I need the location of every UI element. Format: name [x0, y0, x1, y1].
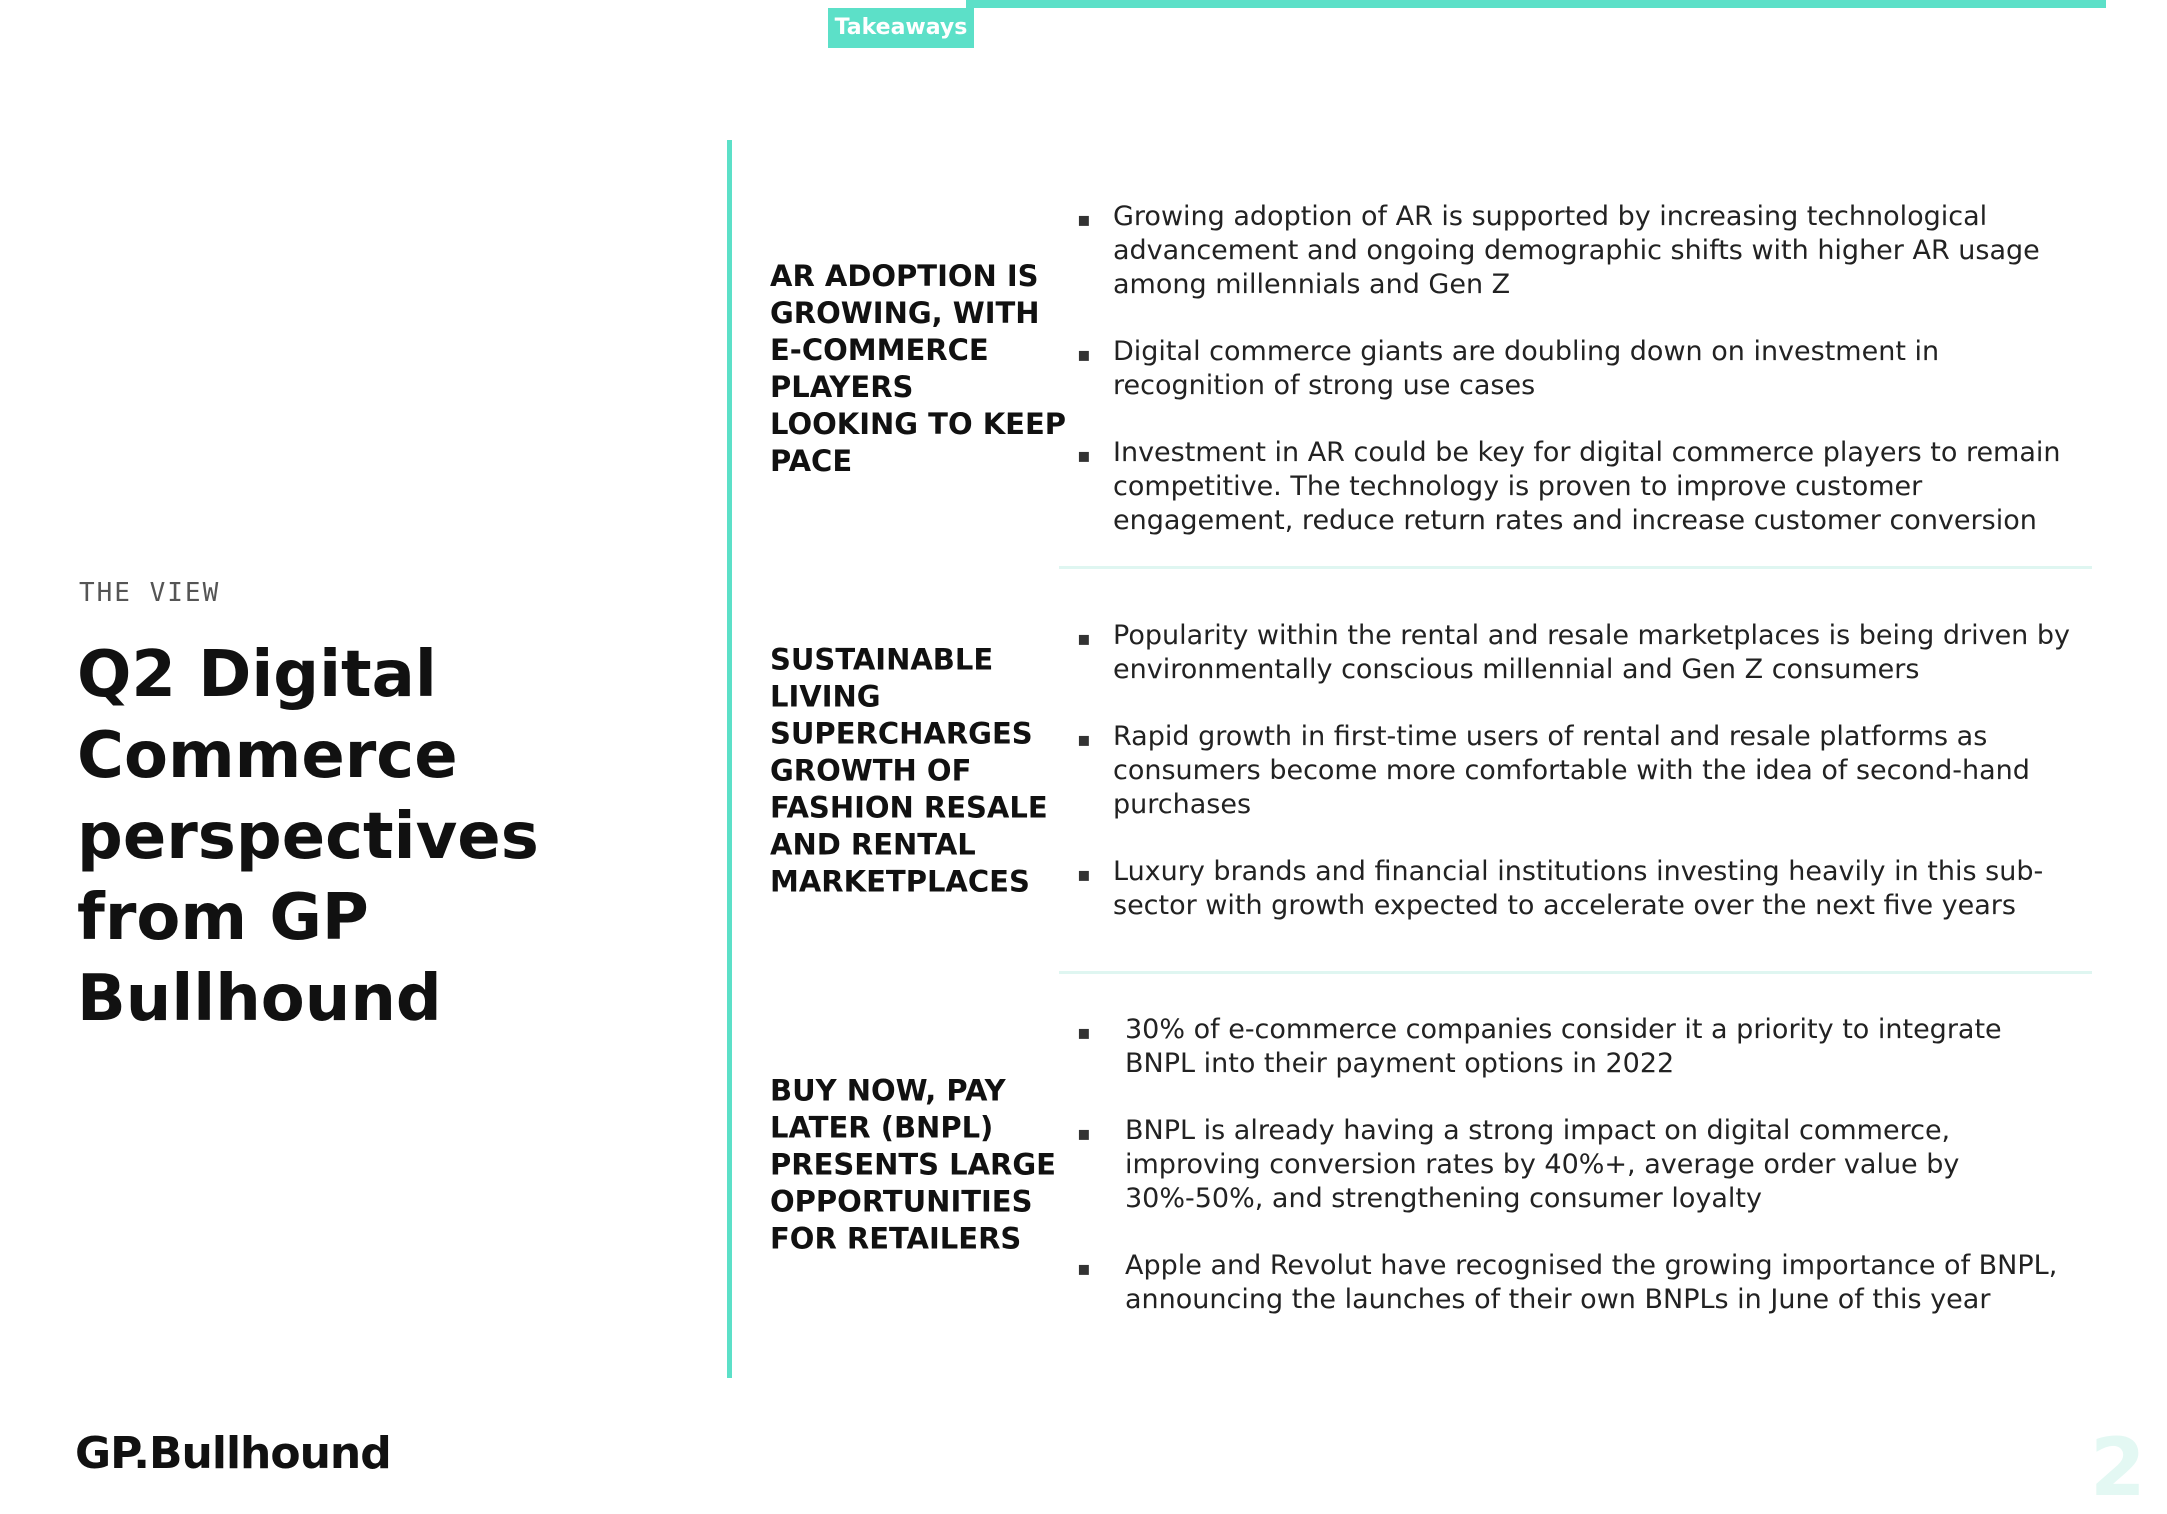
takeaway-bullets: [1077, 570, 2078, 972]
section-label: THE VIEW: [79, 578, 221, 608]
bullet-item: [1077, 1013, 2078, 1081]
bullet-item: [1077, 1249, 2078, 1317]
takeaway-row-bnpl: [732, 975, 2092, 1355]
bullet-icon: ▪: [1077, 1121, 1091, 1145]
bullet-item: [1077, 720, 2078, 822]
bullet-item: [1077, 436, 2078, 538]
section-tab-takeaways: Takeaways: [828, 8, 974, 48]
row-divider: [1059, 566, 2092, 569]
bullet-icon: ▪: [1077, 727, 1091, 751]
bullet-icon: ▪: [1077, 207, 1091, 231]
bullet-icon: ▪: [1077, 1020, 1091, 1044]
row-divider: [1059, 971, 2092, 974]
company-logo: GP.Bullhound: [75, 1428, 391, 1479]
takeaway-heading: AR ADOPTION IS GROWING, WITH E-COMMERCE PLAYERS LOOKING TO KEEP PACE: [770, 259, 1067, 478]
takeaway-row-resale: [732, 570, 2092, 972]
bullet-icon: ▪: [1077, 626, 1091, 650]
bullet-icon: ▪: [1077, 342, 1091, 366]
bullet-item: [1077, 335, 2078, 403]
takeaway-bullets: [1077, 170, 2078, 568]
top-accent-bar: [966, 0, 2106, 8]
takeaway-row-ar: [732, 170, 2092, 568]
bullet-icon: ▪: [1077, 862, 1091, 886]
bullet-text: 30% of e-commerce companies consider it a priority to integrate BNPL into their payment options in 2022: [1125, 1014, 2002, 1079]
bullet-item: [1077, 200, 2078, 302]
page-title: Q2 Digital Commerce perspectives from GP Bullhound: [77, 638, 539, 1036]
takeaway-heading: SUSTAINABLE LIVING SUPERCHARGES GROWTH OF FASHION RESALE AND RENTAL MARKETPLACES: [770, 642, 1048, 899]
bullet-text: Investment in AR could be key for digital commerce players to remain competitive. The technology is proven to improve customer engagement, reduce return rates and increase customer conversion: [1113, 437, 2061, 536]
bullet-text: Digital commerce giants are doubling down on investment in recognition of strong use cases: [1113, 336, 1940, 401]
takeaway-heading: BUY NOW, PAY LATER (BNPL) PRESENTS LARGE OPPORTUNITIES FOR RETAILERS: [770, 1073, 1056, 1256]
bullet-text: BNPL is already having a strong impact on digital commerce, improving conversion rates by 40%+, average order value by 30%-50%, and strengthening consumer loyalty: [1125, 1115, 1960, 1214]
bullet-item: [1077, 1114, 2078, 1216]
bullet-item: [1077, 855, 2078, 923]
bullet-text: Popularity within the rental and resale marketplaces is being driven by environmentally conscious millennial and Gen Z consumers: [1113, 620, 2070, 685]
bullet-item: [1077, 619, 2078, 687]
bullet-text: Rapid growth in first-time users of rental and resale platforms as consumers become more comfortable with the idea of second-hand purchases: [1113, 721, 2030, 820]
bullet-icon: ▪: [1077, 443, 1091, 467]
bullet-text: Growing adoption of AR is supported by increasing technological advancement and ongoing demographic shifts with higher AR usage among millennials and Gen Z: [1113, 201, 2040, 300]
bullet-text: Luxury brands and financial institutions investing heavily in this sub-sector with growth expected to accelerate over the next five years: [1113, 856, 2044, 921]
page-number: 2: [2090, 1421, 2146, 1514]
bullet-text: Apple and Revolut have recognised the growing importance of BNPL, announcing the launches of their own BNPLs in June of this year: [1125, 1250, 2058, 1315]
bullet-icon: ▪: [1077, 1256, 1091, 1280]
takeaway-bullets: [1077, 975, 2078, 1355]
